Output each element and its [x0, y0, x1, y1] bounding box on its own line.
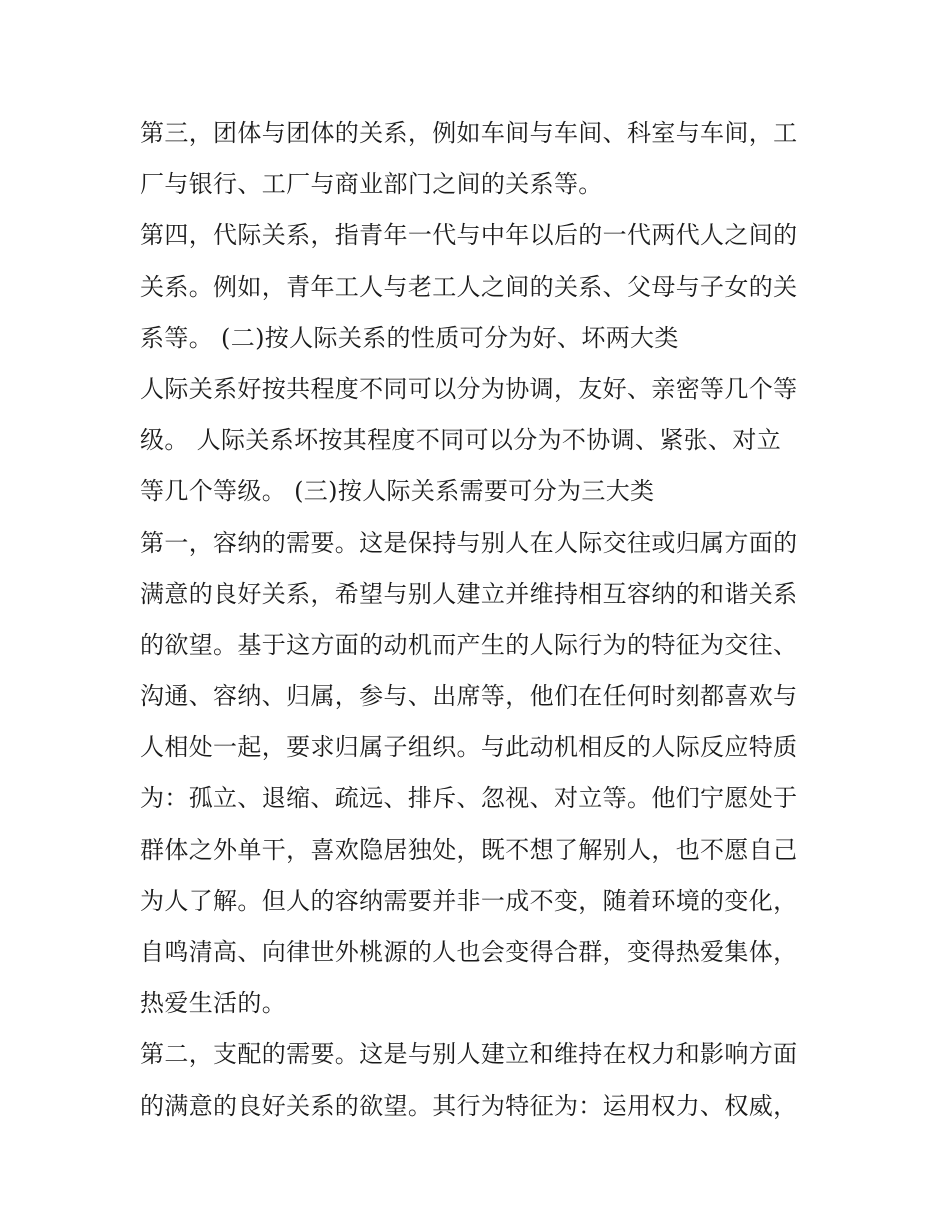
text-line: 自鸣清高、向律世外桃源的人也会变得合群，变得热爱集体，: [140, 938, 798, 966]
text-line: 人相处一起，要求归属子组织。与此动机相反的人际反应特质: [140, 733, 798, 762]
text-line: 沟通、容纳、归属，参与、出席等，他们在任何时刻都喜欢与: [140, 682, 798, 711]
text-line: 的欲望。基于这方面的动机而产生的人际行为的特征为交往、: [140, 630, 798, 659]
text-line: 第二，支配的需要。这是与别人建立和维持在权力和影响方面: [140, 1040, 798, 1069]
text-line: 级。 人际关系坏按其程度不同可以分为不协调、紧张、对立: [140, 426, 782, 455]
text-line: 为：孤立、退缩、疏远、排斥、忽视、对立等。他们宁愿处于: [140, 784, 798, 813]
text-line: 群体之外单干，喜欢隐居独处，既不想了解别人，也不愿自己: [140, 835, 798, 864]
text-line: 厂与银行、工厂与商业部门之间的关系等。: [140, 170, 603, 199]
text-line: 人际关系好按共程度不同可以分为协调，友好、亲密等几个等: [140, 374, 798, 403]
text-line: 第一，容纳的需要。这是保持与别人在人际交往或归属方面的: [140, 528, 798, 557]
body-text: [140, 108, 820, 1132]
text-line: 的满意的良好关系的欲望。其行为特征为：运用权力、权威，: [140, 1091, 798, 1120]
text-line: 热爱生活的。: [140, 989, 287, 1018]
text-line: 满意的良好关系，希望与别人建立并维持相互容纳的和谐关系: [140, 579, 798, 608]
text-line: 关系。例如，青年工人与老工人之间的关系、父母与子女的关: [140, 272, 798, 301]
text-line: 第四，代际关系，指青年一代与中年以后的一代两代人之间的: [140, 221, 798, 250]
text-line: 系等。 (二)按人际关系的性质可分为好、坏两大类: [140, 323, 679, 352]
text-line: 等几个等级。 (三)按人际关系需要可分为三大类: [140, 477, 655, 506]
text-line: 为人了解。但人的容纳需要并非一成不变，随着环境的变化，: [140, 886, 798, 915]
text-line: 第三，团体与团体的关系，例如车间与车间、科室与车间，工: [140, 119, 798, 147]
